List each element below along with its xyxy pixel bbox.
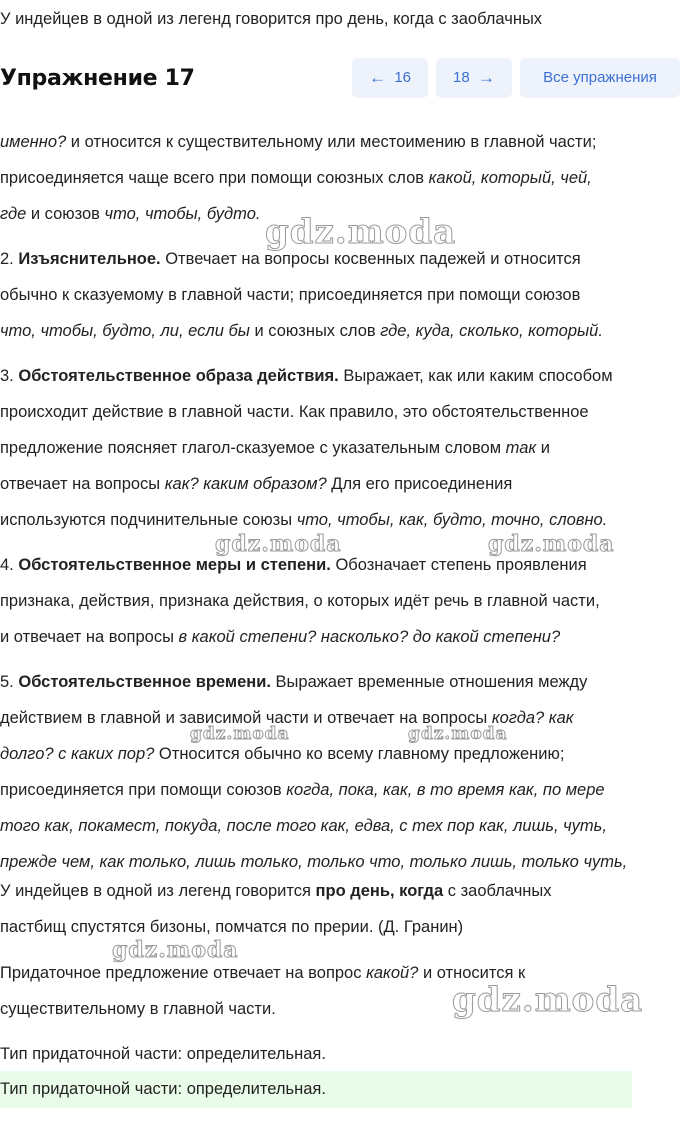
text-line: долго? с каких пор? Относится обычно ко всему главному предложению; — [0, 745, 565, 763]
text-line: где и союзов что, чтобы, будто. — [0, 205, 261, 223]
watermark: gdz.moda — [265, 212, 457, 252]
answer-box — [0, 1071, 632, 1108]
watermark: gdz.moda — [215, 531, 342, 557]
text-line: присоединяется чаще всего при помощи союзных слов какой, который, чей, — [0, 169, 592, 187]
next-exercise-button[interactable]: 18 → — [436, 58, 512, 98]
arrow-left-icon: ← — [368, 68, 386, 87]
top-text: У индейцев в одной из легенд говорится про день, когда с заоблачных — [0, 10, 543, 28]
text-line: 5. Обстоятельственное времени. Выражает временные отношения между — [0, 673, 588, 691]
answer-text: Тип придаточной части: определительная. — [0, 1080, 326, 1098]
text-line: происходит действие в главной части. Как правило, это обстоятельственное — [0, 403, 589, 421]
text-line: присоединяется при помощи союзов когда, пока, как, в то время как, по мере — [0, 781, 605, 799]
watermark: gdz.moda — [190, 724, 290, 744]
text-line: используются подчинительные союзы что, чтобы, как, будто, точно, словно. — [0, 511, 608, 529]
text-line: обычно к сказуемому в главной части; присоединяется при помощи союзов — [0, 286, 581, 304]
text-line: 3. Обстоятельственное образа действия. Выражает, как или каким способом — [0, 367, 613, 385]
exercise-header — [0, 58, 680, 100]
arrow-right-icon: → — [478, 68, 496, 87]
watermark: gdz.moda — [112, 937, 239, 963]
text-line: пастбищ спустятся бизоны, помчатся по прерии. (Д. Гранин) — [0, 918, 464, 936]
text-line: Придаточное предложение отвечает на вопрос какой? и относится к — [0, 964, 526, 982]
text-line: именно? и относится к существительному или местоимению в главной части; — [0, 133, 597, 151]
text-line: У индейцев в одной из легенд говорится про день, когда с заоблачных — [0, 882, 552, 900]
prev-exercise-button[interactable]: ← 16 — [352, 58, 428, 98]
text-line: действием в главной и зависимой части и отвечает на вопросы когда? как — [0, 709, 574, 727]
watermark: gdz.moda — [452, 980, 644, 1020]
text-line: признака, действия, признака действия, о которых идёт речь в главной части, — [0, 592, 600, 610]
text-line: отвечает на вопросы как? каким образом? Для его присоединения — [0, 475, 513, 493]
text-line: 2. Изъяснительное. Отвечает на вопросы косвенных падежей и относится — [0, 250, 581, 268]
text-line: прежде чем, как только, лишь только, только что, только лишь, только чуть, — [0, 853, 628, 871]
text-line: Тип придаточной части: определительная. — [0, 1045, 326, 1063]
text-line: предложение поясняет глагол-сказуемое с указательным словом так и — [0, 439, 550, 457]
watermark: gdz.moda — [408, 724, 508, 744]
text-line: 4. Обстоятельственное меры и степени. Обозначает степень проявления — [0, 556, 587, 574]
watermark: gdz.moda — [488, 531, 615, 557]
text-line: существительному в главной части. — [0, 1000, 276, 1018]
text-line: и отвечает на вопросы в какой степени? насколько? до какой степени? — [0, 628, 561, 646]
all-exercises-button[interactable]: Все упражнения — [520, 58, 680, 98]
text-line: того как, покамест, покуда, после того как, едва, с тех пор как, лишь, чуть, — [0, 817, 607, 835]
text-line: что, чтобы, будто, ли, если бы и союзных слов где, куда, сколько, который. — [0, 322, 603, 340]
page-title: Упражнение 17 — [0, 66, 195, 91]
